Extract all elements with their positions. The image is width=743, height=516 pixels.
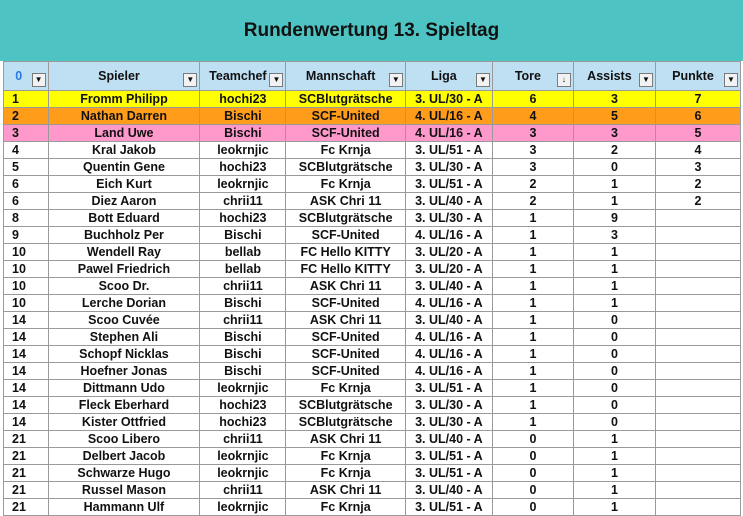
cell-liga[interactable]: 3. UL/51 - A bbox=[405, 176, 492, 193]
column-header-rank bbox=[4, 62, 49, 91]
cell-teamchef[interactable]: Bischi bbox=[200, 329, 286, 346]
cell-teamchef[interactable]: Bischi bbox=[200, 227, 286, 244]
cell-teamchef[interactable]: leokrnjic bbox=[200, 465, 286, 482]
table-row bbox=[4, 176, 741, 193]
cell-liga[interactable]: 3. UL/51 - A bbox=[405, 380, 492, 397]
cell-punkte[interactable] bbox=[655, 278, 740, 295]
cell-rank[interactable]: 10 bbox=[4, 261, 49, 278]
cell-spieler[interactable]: Diez Aaron bbox=[48, 193, 200, 210]
cell-rank[interactable]: 8 bbox=[4, 210, 49, 227]
cell-mannschaft[interactable]: ASK Chri 11 bbox=[286, 278, 405, 295]
cell-assists[interactable]: 0 bbox=[573, 397, 655, 414]
table-row bbox=[4, 431, 741, 448]
cell-mannschaft[interactable]: SCBlutgrätsche bbox=[286, 91, 405, 108]
cell-punkte[interactable]: 2 bbox=[655, 176, 740, 193]
column-header-label: Liga bbox=[431, 69, 457, 83]
cell-teamchef[interactable]: chrii11 bbox=[200, 431, 286, 448]
cell-liga[interactable]: 4. UL/16 - A bbox=[405, 125, 492, 142]
cell-liga[interactable]: 4. UL/16 - A bbox=[405, 295, 492, 312]
cell-tore[interactable]: 1 bbox=[492, 363, 573, 380]
cell-assists[interactable]: 1 bbox=[573, 465, 655, 482]
cell-liga[interactable]: 3. UL/51 - A bbox=[405, 142, 492, 159]
cell-assists[interactable]: 3 bbox=[573, 125, 655, 142]
cell-spieler[interactable]: Schwarze Hugo bbox=[48, 465, 200, 482]
cell-punkte[interactable] bbox=[655, 448, 740, 465]
cell-assists[interactable]: 0 bbox=[573, 414, 655, 431]
cell-rank[interactable]: 3 bbox=[4, 125, 49, 142]
cell-liga[interactable]: 4. UL/16 - A bbox=[405, 329, 492, 346]
cell-punkte[interactable] bbox=[655, 210, 740, 227]
column-header-label: Mannschaft bbox=[305, 69, 376, 83]
dropdown-arrow-icon[interactable]: ▼ bbox=[269, 73, 283, 87]
cell-teamchef[interactable]: chrii11 bbox=[200, 312, 286, 329]
cell-liga[interactable]: 3. UL/30 - A bbox=[405, 397, 492, 414]
cell-assists[interactable]: 0 bbox=[573, 312, 655, 329]
cell-punkte[interactable] bbox=[655, 482, 740, 499]
cell-teamchef[interactable]: chrii11 bbox=[200, 278, 286, 295]
cell-assists[interactable]: 1 bbox=[573, 193, 655, 210]
cell-assists[interactable]: 0 bbox=[573, 346, 655, 363]
column-header-assists bbox=[573, 62, 655, 91]
table-row bbox=[4, 465, 741, 482]
cell-punkte[interactable] bbox=[655, 329, 740, 346]
cell-rank[interactable]: 10 bbox=[4, 295, 49, 312]
cell-liga[interactable]: 3. UL/30 - A bbox=[405, 414, 492, 431]
cell-assists[interactable]: 3 bbox=[573, 91, 655, 108]
cell-spieler[interactable]: Eich Kurt bbox=[48, 176, 200, 193]
table-row bbox=[4, 91, 741, 108]
cell-tore[interactable]: 4 bbox=[492, 108, 573, 125]
cell-punkte[interactable] bbox=[655, 465, 740, 482]
cell-assists[interactable]: 1 bbox=[573, 295, 655, 312]
column-header-teamchef bbox=[200, 62, 286, 91]
column-header-spieler bbox=[48, 62, 200, 91]
cell-rank[interactable]: 14 bbox=[4, 397, 49, 414]
cell-tore[interactable]: 1 bbox=[492, 244, 573, 261]
cell-tore[interactable]: 0 bbox=[492, 431, 573, 448]
cell-punkte[interactable] bbox=[655, 261, 740, 278]
cell-tore[interactable]: 0 bbox=[492, 499, 573, 516]
cell-rank[interactable]: 14 bbox=[4, 380, 49, 397]
cell-punkte[interactable] bbox=[655, 295, 740, 312]
cell-tore[interactable]: 1 bbox=[492, 397, 573, 414]
cell-mannschaft[interactable]: SCF-United bbox=[286, 346, 405, 363]
cell-liga[interactable]: 3. UL/40 - A bbox=[405, 482, 492, 499]
cell-mannschaft[interactable]: SCF-United bbox=[286, 227, 405, 244]
cell-tore[interactable]: 0 bbox=[492, 465, 573, 482]
cell-tore[interactable]: 3 bbox=[492, 142, 573, 159]
cell-assists[interactable]: 1 bbox=[573, 448, 655, 465]
cell-spieler[interactable]: Delbert Jacob bbox=[48, 448, 200, 465]
cell-punkte[interactable]: 2 bbox=[655, 193, 740, 210]
cell-mannschaft[interactable]: ASK Chri 11 bbox=[286, 482, 405, 499]
table-row bbox=[4, 414, 741, 431]
cell-spieler[interactable]: Land Uwe bbox=[48, 125, 200, 142]
sort-descending-icon[interactable]: ↓ bbox=[557, 73, 571, 87]
cell-spieler[interactable]: Russel Mason bbox=[48, 482, 200, 499]
table-row bbox=[4, 448, 741, 465]
cell-mannschaft[interactable]: SCF-United bbox=[286, 329, 405, 346]
cell-liga[interactable]: 3. UL/30 - A bbox=[405, 210, 492, 227]
cell-tore[interactable]: 1 bbox=[492, 278, 573, 295]
cell-teamchef[interactable]: hochi23 bbox=[200, 397, 286, 414]
cell-assists[interactable]: 9 bbox=[573, 210, 655, 227]
column-header-mannschaft bbox=[286, 62, 405, 91]
cell-mannschaft[interactable]: Fc Krnja bbox=[286, 176, 405, 193]
cell-spieler[interactable]: Scoo Cuvée bbox=[48, 312, 200, 329]
cell-tore[interactable]: 6 bbox=[492, 91, 573, 108]
cell-assists[interactable]: 1 bbox=[573, 278, 655, 295]
cell-tore[interactable]: 2 bbox=[492, 193, 573, 210]
cell-assists[interactable]: 1 bbox=[573, 176, 655, 193]
cell-liga[interactable]: 3. UL/40 - A bbox=[405, 431, 492, 448]
cell-rank[interactable]: 10 bbox=[4, 278, 49, 295]
cell-rank[interactable]: 14 bbox=[4, 346, 49, 363]
table-row bbox=[4, 125, 741, 142]
table-row bbox=[4, 142, 741, 159]
cell-rank[interactable]: 21 bbox=[4, 482, 49, 499]
cell-mannschaft[interactable]: Fc Krnja bbox=[286, 380, 405, 397]
cell-liga[interactable]: 4. UL/16 - A bbox=[405, 363, 492, 380]
cell-tore[interactable]: 1 bbox=[492, 346, 573, 363]
cell-rank[interactable]: 14 bbox=[4, 329, 49, 346]
cell-punkte[interactable] bbox=[655, 397, 740, 414]
cell-punkte[interactable] bbox=[655, 414, 740, 431]
cell-mannschaft[interactable]: ASK Chri 11 bbox=[286, 431, 405, 448]
table-row bbox=[4, 159, 741, 176]
table-row bbox=[4, 295, 741, 312]
cell-punkte[interactable]: 4 bbox=[655, 142, 740, 159]
cell-assists[interactable]: 1 bbox=[573, 431, 655, 448]
cell-rank[interactable]: 4 bbox=[4, 142, 49, 159]
cell-mannschaft[interactable]: Fc Krnja bbox=[286, 499, 405, 516]
table-row bbox=[4, 108, 741, 125]
cell-liga[interactable]: 3. UL/20 - A bbox=[405, 244, 492, 261]
cell-rank[interactable]: 9 bbox=[4, 227, 49, 244]
cell-rank[interactable]: 2 bbox=[4, 108, 49, 125]
cell-teamchef[interactable]: leokrnjic bbox=[200, 448, 286, 465]
cell-mannschaft[interactable]: FC Hello KITTY bbox=[286, 261, 405, 278]
cell-tore[interactable]: 1 bbox=[492, 312, 573, 329]
cell-teamchef[interactable]: chrii11 bbox=[200, 193, 286, 210]
cell-spieler[interactable]: Scoo Libero bbox=[48, 431, 200, 448]
cell-spieler[interactable]: Pawel Friedrich bbox=[48, 261, 200, 278]
table-row bbox=[4, 244, 741, 261]
cell-spieler[interactable]: Dittmann Udo bbox=[48, 380, 200, 397]
cell-liga[interactable]: 3. UL/51 - A bbox=[405, 448, 492, 465]
cell-punkte[interactable] bbox=[655, 244, 740, 261]
cell-punkte[interactable] bbox=[655, 227, 740, 244]
cell-rank[interactable]: 21 bbox=[4, 465, 49, 482]
cell-teamchef[interactable]: bellab bbox=[200, 261, 286, 278]
header-row bbox=[4, 62, 741, 91]
cell-teamchef[interactable]: hochi23 bbox=[200, 159, 286, 176]
table-body bbox=[4, 91, 741, 516]
cell-spieler[interactable]: Quentin Gene bbox=[48, 159, 200, 176]
cell-mannschaft[interactable]: SCF-United bbox=[286, 295, 405, 312]
cell-mannschaft[interactable]: Fc Krnja bbox=[286, 142, 405, 159]
cell-assists[interactable]: 1 bbox=[573, 482, 655, 499]
cell-mannschaft[interactable]: Fc Krnja bbox=[286, 448, 405, 465]
cell-tore[interactable]: 0 bbox=[492, 482, 573, 499]
cell-assists[interactable]: 3 bbox=[573, 227, 655, 244]
dropdown-arrow-icon[interactable]: ▼ bbox=[389, 73, 403, 87]
cell-teamchef[interactable]: hochi23 bbox=[200, 210, 286, 227]
cell-tore[interactable]: 1 bbox=[492, 261, 573, 278]
cell-punkte[interactable]: 3 bbox=[655, 159, 740, 176]
cell-rank[interactable]: 10 bbox=[4, 244, 49, 261]
cell-punkte[interactable]: 7 bbox=[655, 91, 740, 108]
cell-spieler[interactable]: Bott Eduard bbox=[48, 210, 200, 227]
cell-rank[interactable]: 6 bbox=[4, 193, 49, 210]
table-row bbox=[4, 363, 741, 380]
cell-mannschaft[interactable]: SCBlutgrätsche bbox=[286, 414, 405, 431]
cell-spieler[interactable]: Fleck Eberhard bbox=[48, 397, 200, 414]
table-row bbox=[4, 397, 741, 414]
cell-assists[interactable]: 1 bbox=[573, 261, 655, 278]
cell-assists[interactable]: 0 bbox=[573, 329, 655, 346]
cell-rank[interactable]: 1 bbox=[4, 91, 49, 108]
cell-mannschaft[interactable]: SCBlutgrätsche bbox=[286, 397, 405, 414]
table-row bbox=[4, 499, 741, 516]
cell-teamchef[interactable]: hochi23 bbox=[200, 414, 286, 431]
cell-teamchef[interactable]: leokrnjic bbox=[200, 176, 286, 193]
column-header-label: Teamchef bbox=[209, 69, 267, 83]
page-title: Rundenwertung 13. Spieltag bbox=[243, 19, 500, 41]
cell-tore[interactable]: 3 bbox=[492, 159, 573, 176]
cell-spieler[interactable]: Fromm Philipp bbox=[48, 91, 200, 108]
cell-spieler[interactable]: Stephen Ali bbox=[48, 329, 200, 346]
cell-teamchef[interactable]: Bischi bbox=[200, 295, 286, 312]
cell-punkte[interactable] bbox=[655, 312, 740, 329]
cell-tore[interactable]: 1 bbox=[492, 295, 573, 312]
cell-punkte[interactable]: 6 bbox=[655, 108, 740, 125]
cell-assists[interactable]: 1 bbox=[573, 244, 655, 261]
cell-tore[interactable]: 1 bbox=[492, 210, 573, 227]
cell-assists[interactable]: 2 bbox=[573, 142, 655, 159]
cell-assists[interactable]: 1 bbox=[573, 499, 655, 516]
cell-tore[interactable]: 1 bbox=[492, 227, 573, 244]
cell-liga[interactable]: 3. UL/30 - A bbox=[405, 91, 492, 108]
cell-mannschaft[interactable]: Fc Krnja bbox=[286, 465, 405, 482]
cell-liga[interactable]: 3. UL/40 - A bbox=[405, 193, 492, 210]
cell-teamchef[interactable]: leokrnjic bbox=[200, 380, 286, 397]
cell-rank[interactable]: 14 bbox=[4, 363, 49, 380]
cell-spieler[interactable]: Lerche Dorian bbox=[48, 295, 200, 312]
cell-teamchef[interactable]: hochi23 bbox=[200, 91, 286, 108]
cell-punkte[interactable]: 5 bbox=[655, 125, 740, 142]
column-header-liga bbox=[405, 62, 492, 91]
cell-mannschaft[interactable]: SCF-United bbox=[286, 125, 405, 142]
cell-spieler[interactable]: Buchholz Per bbox=[48, 227, 200, 244]
table-row bbox=[4, 278, 741, 295]
cell-teamchef[interactable]: Bischi bbox=[200, 125, 286, 142]
cell-punkte[interactable] bbox=[655, 363, 740, 380]
cell-punkte[interactable] bbox=[655, 431, 740, 448]
cell-teamchef[interactable]: chrii11 bbox=[200, 482, 286, 499]
cell-rank[interactable]: 6 bbox=[4, 176, 49, 193]
cell-liga[interactable]: 3. UL/40 - A bbox=[405, 312, 492, 329]
cell-mannschaft[interactable]: SCF-United bbox=[286, 108, 405, 125]
cell-teamchef[interactable]: leokrnjic bbox=[200, 499, 286, 516]
column-header-label: 0 bbox=[15, 69, 23, 83]
cell-spieler[interactable]: Kral Jakob bbox=[48, 142, 200, 159]
column-header-label: Assists bbox=[587, 69, 632, 83]
dropdown-arrow-icon[interactable]: ▼ bbox=[476, 73, 490, 87]
cell-mannschaft[interactable]: SCBlutgrätsche bbox=[286, 159, 405, 176]
cell-liga[interactable]: 3. UL/51 - A bbox=[405, 465, 492, 482]
table-row bbox=[4, 261, 741, 278]
cell-liga[interactable]: 3. UL/51 - A bbox=[405, 499, 492, 516]
cell-punkte[interactable] bbox=[655, 499, 740, 516]
cell-liga[interactable]: 3. UL/40 - A bbox=[405, 278, 492, 295]
cell-mannschaft[interactable]: SCF-United bbox=[286, 363, 405, 380]
cell-punkte[interactable] bbox=[655, 346, 740, 363]
cell-tore[interactable]: 1 bbox=[492, 414, 573, 431]
table-row bbox=[4, 227, 741, 244]
cell-teamchef[interactable]: leokrnjic bbox=[200, 142, 286, 159]
cell-punkte[interactable] bbox=[655, 380, 740, 397]
cell-tore[interactable]: 0 bbox=[492, 448, 573, 465]
cell-spieler[interactable]: Hammann Ulf bbox=[48, 499, 200, 516]
cell-tore[interactable]: 3 bbox=[492, 125, 573, 142]
cell-spieler[interactable]: Kister Ottfried bbox=[48, 414, 200, 431]
cell-tore[interactable]: 2 bbox=[492, 176, 573, 193]
title-bar bbox=[0, 0, 743, 61]
cell-liga[interactable]: 4. UL/16 - A bbox=[405, 227, 492, 244]
column-header-punkte bbox=[655, 62, 740, 91]
column-header-label: Punkte bbox=[672, 69, 714, 83]
cell-assists[interactable]: 0 bbox=[573, 363, 655, 380]
cell-rank[interactable]: 14 bbox=[4, 312, 49, 329]
cell-spieler[interactable]: Hoefner Jonas bbox=[48, 363, 200, 380]
table-row bbox=[4, 482, 741, 499]
cell-liga[interactable]: 4. UL/16 - A bbox=[405, 346, 492, 363]
table-row bbox=[4, 329, 741, 346]
cell-spieler[interactable]: Nathan Darren bbox=[48, 108, 200, 125]
dropdown-arrow-icon[interactable]: ▼ bbox=[32, 73, 46, 87]
table-row bbox=[4, 210, 741, 227]
table-row bbox=[4, 346, 741, 363]
table-row bbox=[4, 193, 741, 210]
table-row bbox=[4, 380, 741, 397]
dropdown-arrow-icon[interactable]: ▼ bbox=[639, 73, 653, 87]
column-header-label: Tore bbox=[514, 69, 542, 83]
cell-liga[interactable]: 4. UL/16 - A bbox=[405, 108, 492, 125]
cell-rank[interactable]: 21 bbox=[4, 448, 49, 465]
cell-liga[interactable]: 3. UL/30 - A bbox=[405, 159, 492, 176]
column-header-tore bbox=[492, 62, 573, 91]
cell-teamchef[interactable]: bellab bbox=[200, 244, 286, 261]
cell-teamchef[interactable]: Bischi bbox=[200, 363, 286, 380]
column-header-label: Spieler bbox=[98, 69, 140, 83]
cell-liga[interactable]: 3. UL/20 - A bbox=[405, 261, 492, 278]
cell-assists[interactable]: 5 bbox=[573, 108, 655, 125]
cell-mannschaft[interactable]: FC Hello KITTY bbox=[286, 244, 405, 261]
dropdown-arrow-icon[interactable]: ▼ bbox=[724, 73, 738, 87]
cell-assists[interactable]: 0 bbox=[573, 380, 655, 397]
cell-spieler[interactable]: Schopf Nicklas bbox=[48, 346, 200, 363]
cell-assists[interactable]: 0 bbox=[573, 159, 655, 176]
cell-rank[interactable]: 21 bbox=[4, 499, 49, 516]
cell-rank[interactable]: 21 bbox=[4, 431, 49, 448]
cell-tore[interactable]: 1 bbox=[492, 329, 573, 346]
cell-teamchef[interactable]: Bischi bbox=[200, 108, 286, 125]
table-row bbox=[4, 312, 741, 329]
cell-spieler[interactable]: Wendell Ray bbox=[48, 244, 200, 261]
cell-mannschaft[interactable]: ASK Chri 11 bbox=[286, 193, 405, 210]
cell-mannschaft[interactable]: ASK Chri 11 bbox=[286, 312, 405, 329]
cell-tore[interactable]: 1 bbox=[492, 380, 573, 397]
ranking-table bbox=[3, 61, 741, 516]
cell-teamchef[interactable]: Bischi bbox=[200, 346, 286, 363]
cell-rank[interactable]: 5 bbox=[4, 159, 49, 176]
cell-mannschaft[interactable]: SCBlutgrätsche bbox=[286, 210, 405, 227]
dropdown-arrow-icon[interactable]: ▼ bbox=[183, 73, 197, 87]
cell-rank[interactable]: 14 bbox=[4, 414, 49, 431]
cell-spieler[interactable]: Scoo Dr. bbox=[48, 278, 200, 295]
